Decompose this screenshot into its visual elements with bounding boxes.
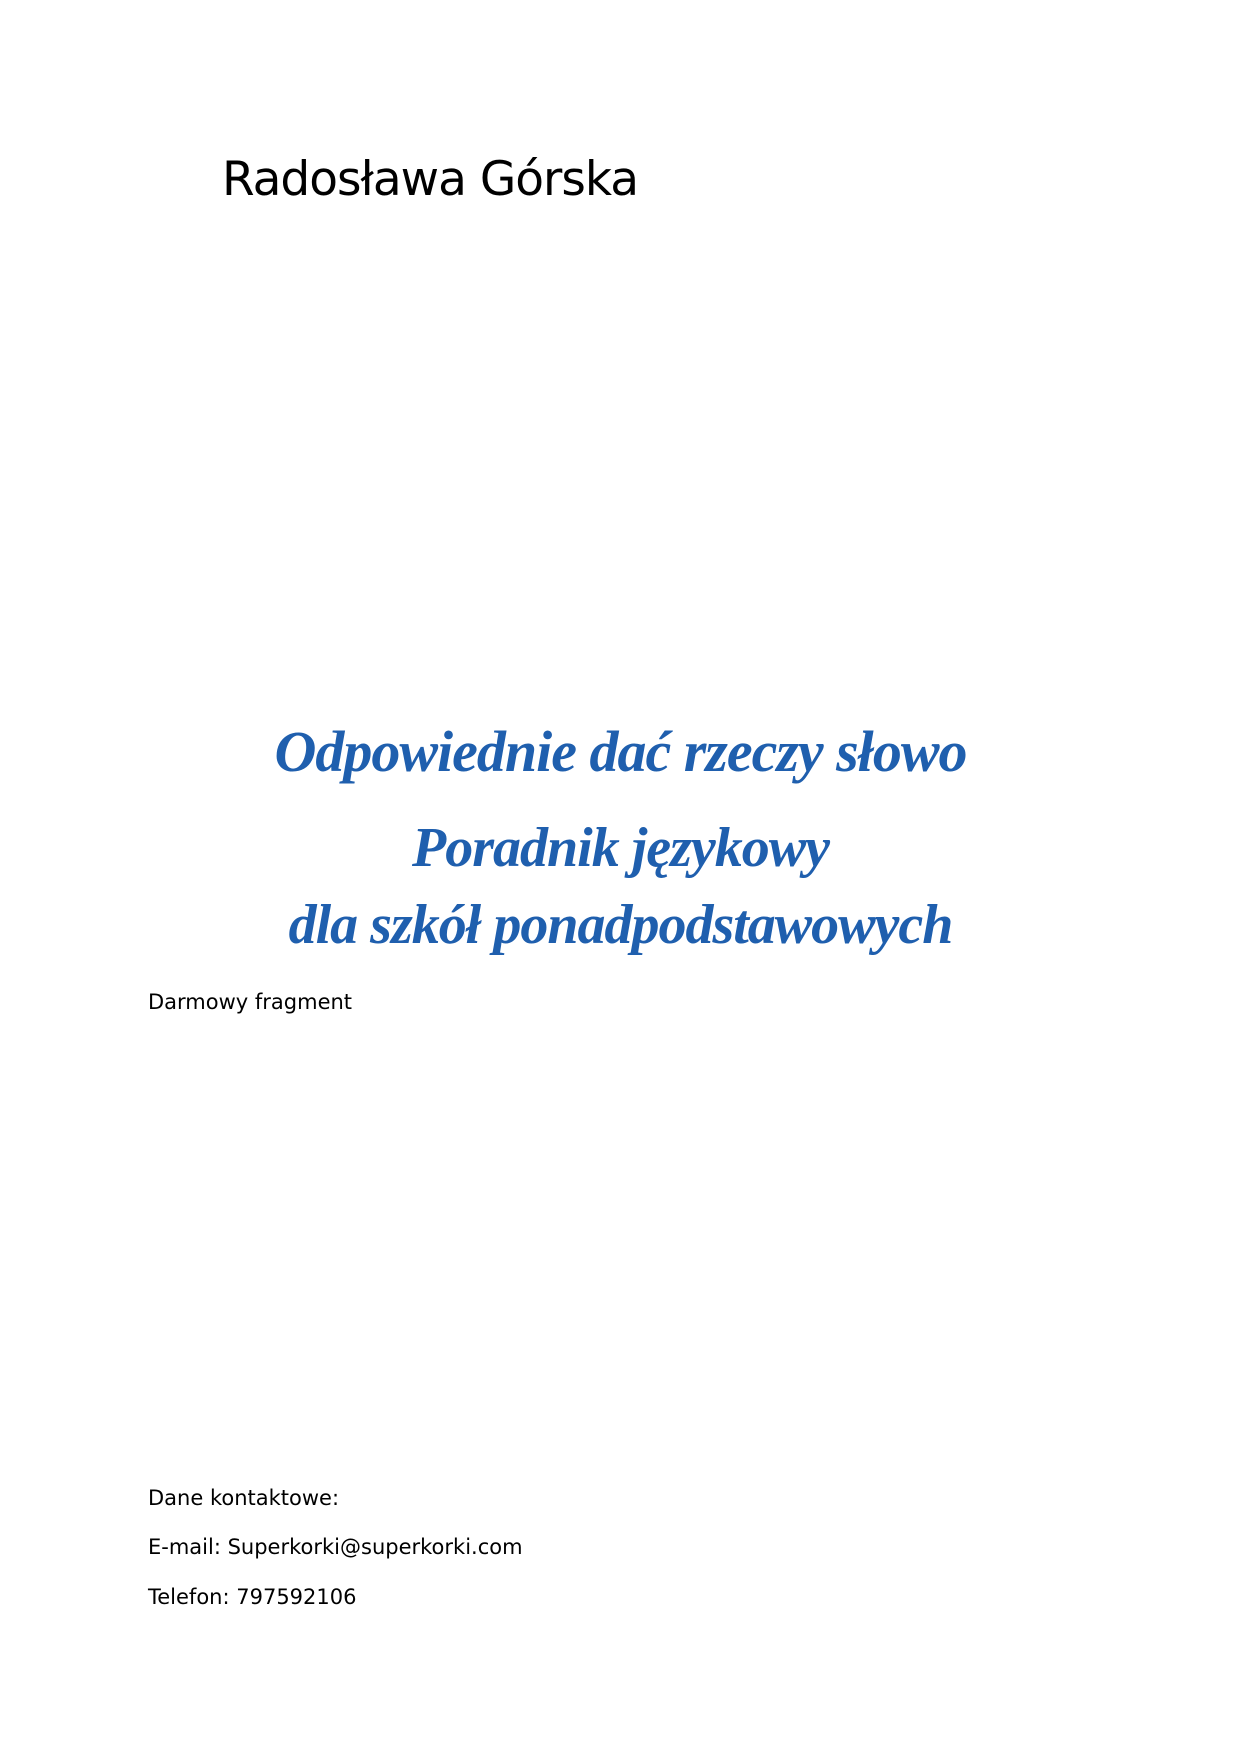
contact-email: E-mail: Superkorki@superkorki.com (148, 1535, 523, 1559)
book-subtitle-line-1: Poradnik językowy (412, 817, 829, 879)
contact-heading: Dane kontaktowe: (148, 1486, 340, 1510)
book-title: Odpowiednie dać rzeczy słowo (274, 719, 967, 784)
contact-phone: Telefon: 797592106 (148, 1585, 357, 1609)
book-subtitle-line-2: dla szkół ponadpodstawowych (288, 894, 953, 956)
free-fragment-note: Darmowy fragment (148, 990, 353, 1014)
author-name: Radosława Górska (222, 152, 639, 207)
